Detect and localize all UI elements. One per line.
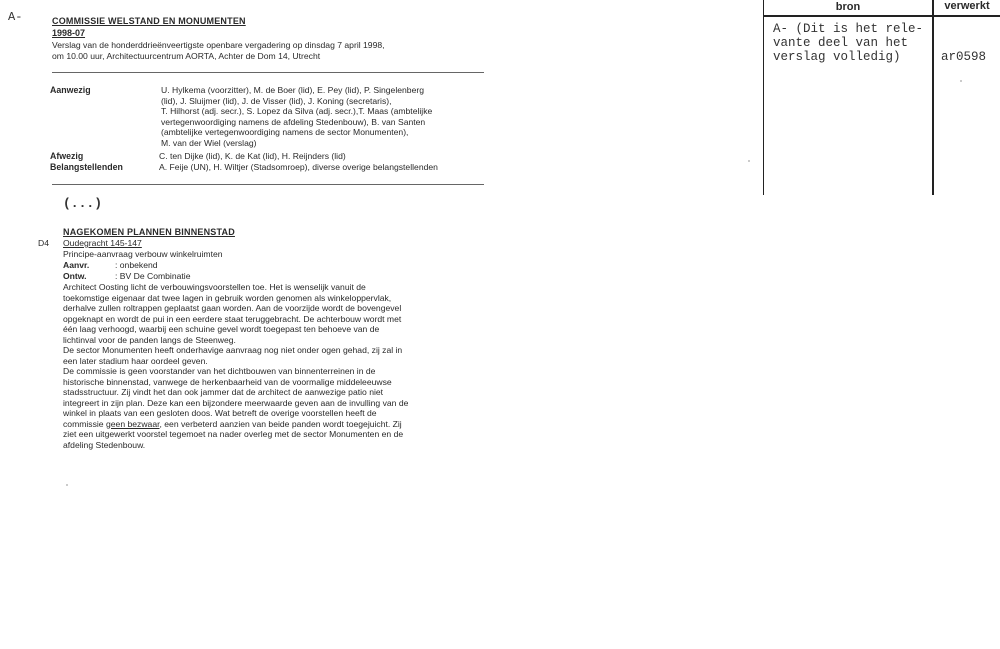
belangstellenden-label: Belangstellenden [50,162,123,172]
paragraph-line: toekomstige eigenaar dat twee lagen in gebruik worden genomen als winkeloppervlak, [63,292,392,303]
item-address: Oudegracht 145-147 [63,238,142,248]
ontw-value: : BV De Combinatie [115,271,191,281]
aanwezig-label: Aanwezig [50,85,91,95]
bron-cell [773,22,923,64]
aanvr-value: : onbekend [115,260,158,270]
item-code: D4 [38,238,49,248]
paragraph-line: De sector Monumenten heeft onderhavige aanvraag nog niet onder ogen gehad, zij zal in [63,345,403,355]
aanwezig-list [161,85,432,148]
scan-speck [960,80,962,82]
aanwezig-line: (lid), J. Sluijmer (lid), J. de Visser (lid), J. Koning (secretaris), [161,95,392,106]
table-header-rule [763,15,1000,17]
scan-speck [748,160,750,162]
header-line-1: Verslag van de honderddrieënveertigste openbare vergadering op dinsdag 7 april 1998, [52,40,385,50]
verwerkt-cell: ar0598 [941,50,987,64]
paragraph-line: De commissie is geen voorstander van het dichtbouwen van binnenterreinen in de [63,366,376,376]
meeting-number: 1998-07 [52,28,86,38]
paragraph-line: stadsstructuur. Zij vindt het dan ook jammer dat de architect de aanwezige patio niet [63,387,384,397]
paragraph-line: opgeknapt en wordt de pui in een eerdere staat teruggebracht. De achterbouw wordt met [63,313,402,324]
aanwezig-line: U. Hylkema (voorzitter), M. de Boer (lid), E. Pey (lid), P. Singelenberg [161,85,424,95]
column-header-verwerkt: verwerkt [944,0,990,12]
header-line-2: om 10.00 uur, Architectuurcentrum AORTA, Achter de Dom 14, Utrecht [52,51,321,61]
aanvr-label: Aanvr. [63,260,90,270]
section-title: NAGEKOMEN PLANNEN BINNENSTAD [63,227,235,237]
document-title: COMMISSIE WELSTAND EN MONUMENTEN [52,16,246,26]
ontw-label: Ontw. [63,271,87,281]
paragraph-line: historische binnenstad, vanwege de herkenbaarheid van de voormalige middeleeuwse [63,376,392,387]
paragraph-line: derhalve zullen roltrappen geplaatst gaan worden. Aan de voorzijde wordt de bovengevel [63,303,402,313]
paragraph-line: ziet een uitgewerkt voorstel tegemoet na nader overleg met de sector Monumenten en de [63,429,404,439]
bron-line: verslag volledig) [773,50,901,64]
table-left-border [763,0,764,195]
belangstellenden-list: A. Feije (UN), H. Wiltjer (Stadsomroep), diverse overige belangstellenden [159,162,438,172]
aanwezig-line: vertegenwoordiging namens de afdeling Stedenbouw), B. van Santen [161,116,426,127]
paragraph-line: integreert in zijn plan. Deze kan een bijzondere meerwaarde geven aan de invulling van de [63,397,409,408]
divider-top [52,72,484,73]
item-subject: Principe-aanvraag verbouw winkelruimten [63,249,223,259]
paragraph-line: winkel in plaats van een gesloten doos. Wat betreft de overige voorstellen heeft de [63,408,377,418]
column-header-bron: bron [835,1,861,13]
aanwezig-line: T. Hilhorst (adj. secr.), S. Lopez da Silva (adj. secr.),T. Maas (ambtelijke [161,106,433,116]
paragraph-line-with-emphasis: commissie geen bezwaar, een verbeterd aanzien van beide panden wordt toegejuicht. Zij [63,418,402,429]
afwezig-list: C. ten Dijke (lid), K. de Kat (lid), H. Reijnders (lid) [159,151,346,161]
geen-bezwaar-phrase: geen bezwaar [105,418,160,429]
paragraph-line: Architect Oosting licht de verbouwingsvoorstellen toe. Het is wenselijk vanuit de [63,282,366,292]
table-middle-border [932,0,934,195]
scan-speck [66,484,68,486]
omission-mark: (...) [63,196,103,211]
divider-bottom [52,184,484,185]
margin-mark: A- [8,10,23,24]
aanwezig-line: (ambtelijke vertegenwoordiging namens de sector Monumenten), [161,127,409,137]
item-paragraph [63,282,408,450]
bron-line: A- (Dit is het rele- [773,22,924,36]
afwezig-label: Afwezig [50,151,84,161]
paragraph-line: lichtinval voor de panden langs de Steenweg. [63,334,236,345]
bron-line: vante deel van het [773,36,909,50]
paragraph-line: afdeling Stedenbouw. [63,439,146,450]
aanwezig-line: M. van der Wiel (verslag) [161,137,257,148]
paragraph-line: een later stadium haar oordeel geven. [63,355,208,366]
paragraph-line: één laag verhoogd, waarbij een schuine gevel wordt toegepast ten behoeve van de [63,324,380,334]
